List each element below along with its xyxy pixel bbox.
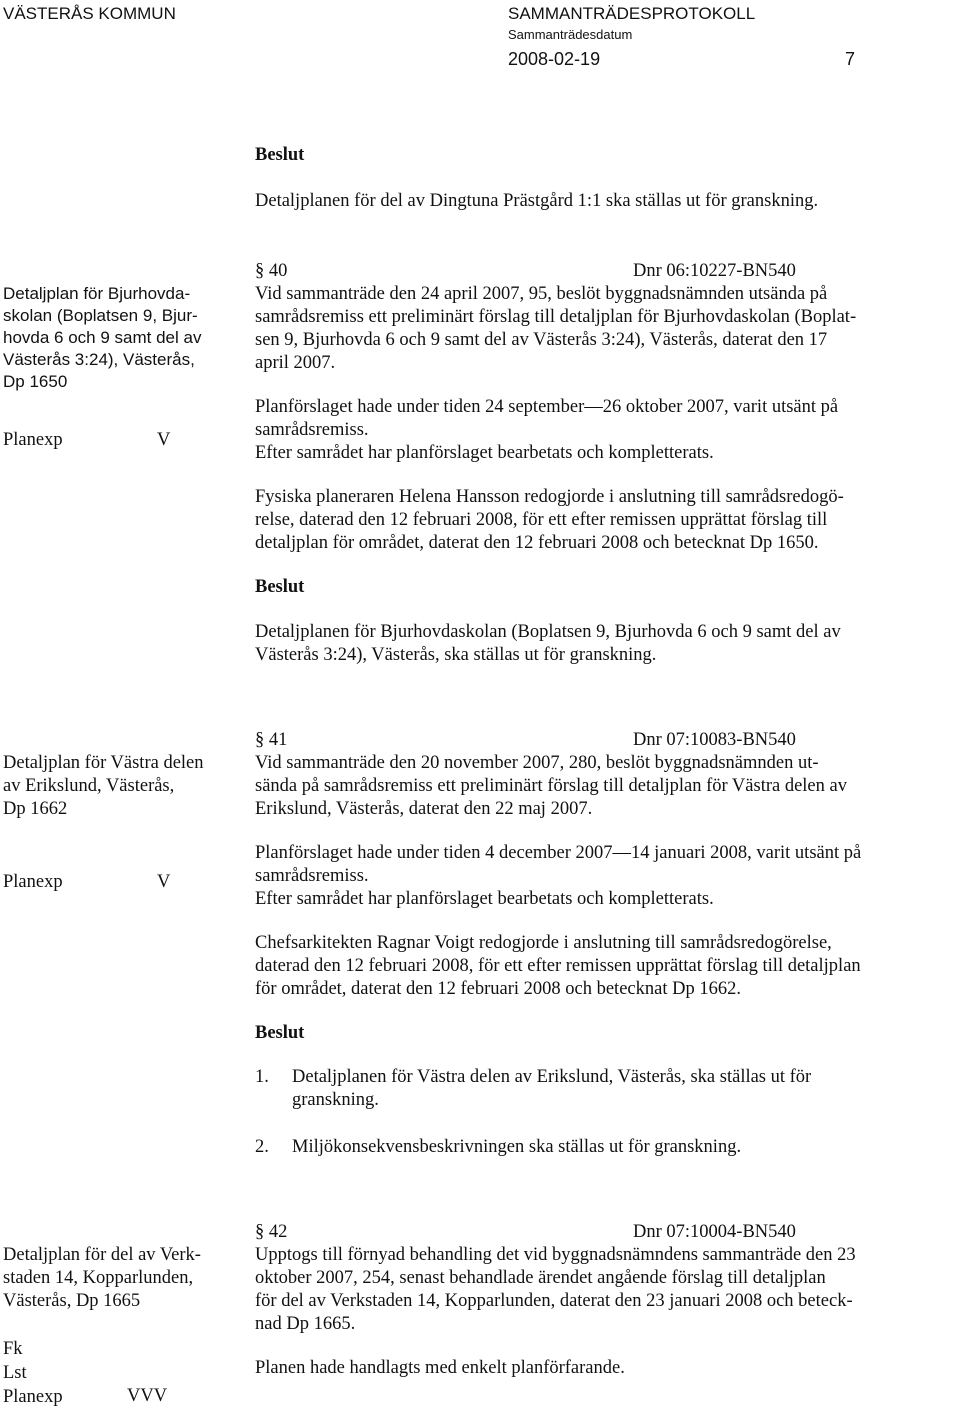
paragraph-3: Fysiska planeraren Helena Hansson redogjorde i anslutning till samrådsredogö- relse, daterad den 12 februari 2008, för ett efter remissen upprättat förslag till detaljplan för området, daterat den 12 februari 2008 och betecknat Dp 1650. (255, 487, 844, 553)
paragraph-1: Vid sammanträde den 20 november 2007, 280, beslöt byggnadsnämnden ut- sända på samrådsremiss ett preliminärt förslag till detaljplan för Västra delen av Erikslund, Västerås, daterat den 22 maj 2007. (255, 753, 847, 819)
title-line: Detaljplan för Bjurhovda- (3, 284, 191, 303)
title-line: Detaljplan för del av Verk- (3, 1245, 201, 1265)
paragraph-2: Planförslaget hade under tiden 24 september—26 oktober 2007, varit utsänt på samrådsremiss. Efter samrådet har planförslaget bearbetats och kompletterats. (255, 397, 839, 463)
beslut-heading: Beslut (255, 1023, 305, 1043)
document-type: SAMMANTRÄDESPROTOKOLL (508, 4, 756, 23)
distribution-label: Planexp (3, 430, 63, 450)
distribution-label: Lst (3, 1363, 27, 1383)
section-sign-icon: § (255, 730, 265, 750)
title-line: Dp 1650 (3, 372, 68, 391)
paragraph-number: § 41 (255, 730, 288, 750)
distribution-mark: V (157, 872, 171, 892)
paragraph-number: § 42 (255, 1222, 288, 1242)
beslut-text: Detaljplanen för del av Dingtuna Prästgård 1:1 ska ställas ut för granskning. (255, 191, 819, 211)
signature-labels (600, 1394, 785, 1408)
page-number: 7 (845, 49, 856, 69)
beslut-heading: Beslut (255, 145, 305, 165)
section-40-heading (255, 260, 955, 283)
distribution-mark: VVV (127, 1386, 168, 1406)
signature-label: Utdragsbestyrkande (686, 1395, 785, 1407)
diary-number: Dnr 06:10227-BN540 (633, 261, 796, 281)
list-marker: 1. (255, 1067, 269, 1087)
beslut-item: 1. Detaljplanen för Västra delen av Erikslund, Västerås, ska ställas ut för granskning. (255, 1067, 812, 1110)
list-marker: 2. (255, 1137, 269, 1157)
paragraph-2: Planförslaget hade under tiden 4 december 2007—14 januari 2008, varit utsänt på samrådsremiss. Efter samrådet har planförslaget bearbetats och kompletterats. (255, 843, 862, 909)
title-line: Västerås, Dp 1665 (3, 1291, 141, 1311)
paragraph-3: Chefsarkitekten Ragnar Voigt redogjorde i anslutning till samrådsredogörelse, daterad den 12 februari 2008, för ett efter remissen upprättat förslag till detaljplan för området, daterat den 12 februari 2008 och betecknat Dp 1662. (255, 933, 861, 999)
title-line: Detaljplan för Västra delen (3, 753, 204, 773)
title-line: av Erikslund, Västerås, (3, 776, 175, 796)
distribution-label: Fk (3, 1339, 23, 1359)
beslut-heading: Beslut (255, 577, 305, 597)
diary-number: Dnr 07:10083-BN540 (633, 730, 796, 750)
beslut-text: Detaljplanen för Bjurhovdaskolan (Boplatsen 9, Bjurhovda 6 och 9 samt del av Västerås 3:24), Västerås, ska ställas ut för granskning. (255, 622, 841, 665)
section-40-title (3, 283, 241, 393)
section-42-heading (255, 1221, 955, 1244)
section-41-title (3, 752, 241, 821)
paragraph-1: Vid sammanträde den 24 april 2007, 95, beslöt byggnadsnämnden utsända på samrådsremiss ett preliminärt förslag till detaljplan för Bjurhovdaskolan (Boplat- sen 9, Bjurhovda 6 och 9 samt del av Västerås 3:24), Västerås, daterat den 17 april 2007. (255, 284, 857, 373)
title-line: hovda 6 och 9 samt del av (3, 328, 202, 347)
title-line: skolan (Boplatsen 9, Bjur- (3, 306, 198, 325)
signature-label: Justerandes sign (600, 1395, 684, 1407)
distribution-list (3, 1337, 63, 1409)
meeting-date: 2008-02-19 (508, 49, 601, 69)
title-line: Dp 1662 (3, 799, 68, 819)
distribution-mark: V (157, 430, 171, 450)
distribution-label: Planexp (3, 1387, 63, 1407)
title-line: staden 14, Kopparlunden, (3, 1268, 194, 1288)
distribution-label: Planexp (3, 872, 63, 892)
diary-number: Dnr 07:10004-BN540 (633, 1222, 796, 1242)
section-41-heading (255, 729, 955, 752)
title-line: Västerås 3:24), Västerås, (3, 350, 195, 369)
municipality-name: VÄSTERÅS KOMMUN (3, 4, 176, 23)
paragraph-1: Upptogs till förnyad behandling det vid byggnadsnämndens sammanträde den 23 oktober 2007, 254, senast behandlade ärendet angående förslag till detaljplan för del av Verkstaden 14, Kopparlunden, daterat den 23 januari 2008 och beteck- nad Dp 1665. (255, 1245, 856, 1334)
date-label: Sammanträdesdatum (508, 27, 633, 42)
paragraph-2: Planen hade handlagts med enkelt planförfarande. (255, 1358, 625, 1378)
section-42-title (3, 1244, 241, 1313)
section-sign-icon: § (255, 261, 265, 281)
beslut-item: 2. Miljökonsekvensbeskrivningen ska ställas ut för granskning. (255, 1137, 742, 1157)
section-sign-icon: § (255, 1222, 265, 1242)
paragraph-number: § 40 (255, 261, 288, 281)
